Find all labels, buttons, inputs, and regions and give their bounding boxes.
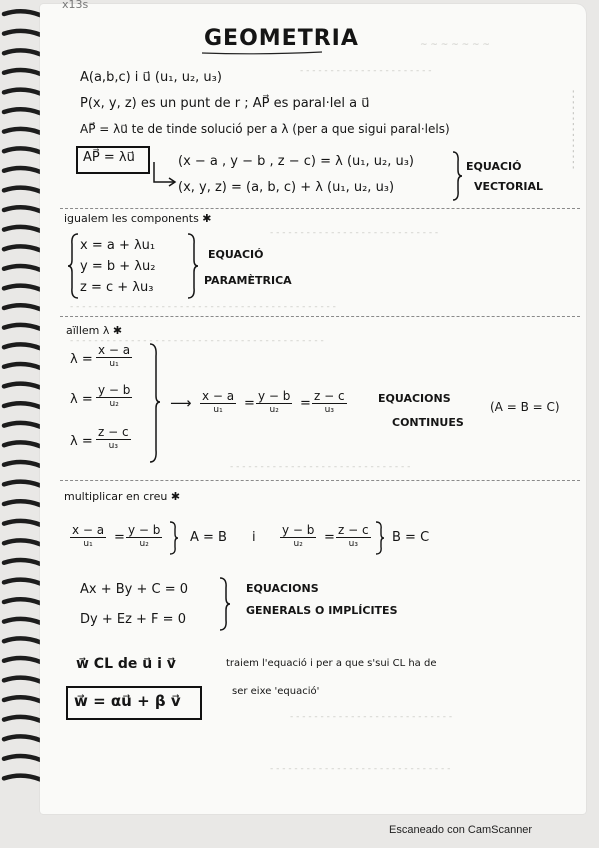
fraction-denominator: u₁ [109, 359, 119, 369]
parametric-left-brace [66, 232, 80, 300]
parametric-heading: igualem les components ✱ [64, 212, 212, 225]
bleed-through-text: - - - - - - - - - - - - - - - - - - - - - - - - - - - [290, 712, 453, 722]
continuous-note: (A = B = C) [490, 400, 560, 414]
fraction-numerator: z − c [98, 425, 129, 439]
equals-sign: = [300, 396, 311, 411]
continuous-fraction-x [200, 390, 236, 417]
combination-line: w⃗ CL de u⃗ i v⃗ [76, 656, 176, 672]
cross-brace-1 [168, 520, 180, 556]
fraction-denominator: u₂ [109, 399, 119, 409]
title-underline [200, 50, 325, 56]
definition-line-3: AP⃗ = λu⃗ te de tinde solució per a λ (per a que sigui paral·lels) [80, 122, 450, 136]
continuous-label-2: CONTINUES [392, 416, 464, 429]
vector-eq-boxed: AP⃗ = λu⃗ [83, 150, 135, 165]
equals-sign: = [244, 396, 255, 411]
bleed-through-text: - - - - - - - - - - - - - - - - - - - - - - - - - - - - - - [270, 764, 451, 774]
arrow-icon: ⟶ [170, 394, 192, 412]
fraction-numerator: x − a [72, 523, 105, 537]
fraction-denominator: u₁ [83, 539, 93, 549]
cross-fraction-x [70, 524, 106, 551]
general-brace [218, 576, 232, 632]
equals-sign: = [114, 530, 125, 545]
cross-result-bc: B = C [392, 530, 430, 545]
fraction-denominator: u₂ [269, 405, 279, 415]
cross-conjunction: i [252, 530, 256, 545]
bleed-through-text: - - - - - - - - - - - - - - - - - - - - - - [300, 66, 432, 76]
top-scribble: x13s [62, 0, 89, 11]
parametric-eq-y: y = b + λu₂ [80, 259, 156, 274]
section-divider [60, 316, 580, 317]
bleed-through-text: - - - - - - - - - - - - - - - - - - - - - - - - - - - - - - [230, 462, 411, 472]
fraction-numerator: y − b [128, 523, 161, 537]
lambda-fraction-z [96, 426, 131, 453]
fraction-denominator: u₃ [108, 441, 118, 451]
equals-sign: = [324, 530, 335, 545]
cross-brace-2 [374, 520, 386, 556]
bleed-through-text: - - - - - - - - - - - - - - - - - - - - - - - - - - - - - - - - - - - - - - - - - - [70, 336, 324, 346]
derivation-arrow [150, 160, 180, 190]
lambda-label-3: λ = [70, 434, 93, 449]
section-divider [60, 480, 580, 481]
bleed-through-text: ~ ~ ~ ~ ~ ~ ~ [420, 40, 490, 50]
bleed-through-text: - - - - - - - - - - - - - - - - - - - - - - - - - - - - - - - - - - - - - - - - - - - - [70, 302, 336, 312]
fraction-numerator: y − b [282, 523, 315, 537]
continuous-fraction-y [256, 390, 292, 417]
parametric-right-brace [186, 232, 200, 300]
continuous-label-1: EQUACIONS [378, 392, 451, 405]
vector-eq-brace [450, 150, 464, 202]
lambda-fraction-x [96, 344, 132, 371]
definition-line-2: P(x, y, z) es un punt de r ; AP⃗ es paral·lel a u⃗ [80, 96, 370, 111]
combination-boxed: w⃗ = αu⃗ + β v⃗ [74, 692, 181, 710]
fraction-denominator: u₃ [348, 539, 358, 549]
general-label-1: EQUACIONS [246, 582, 319, 595]
fraction-numerator: y − b [258, 389, 291, 403]
fraction-denominator: u₂ [139, 539, 149, 549]
cross-fraction-z [336, 524, 371, 551]
fraction-denominator: u₂ [293, 539, 303, 549]
page-title: GEOMETRIA [204, 26, 359, 51]
vector-eq-row-2: (x, y, z) = (a, b, c) + λ (u₁, u₂, u₃) [178, 180, 395, 195]
fraction-denominator: u₃ [324, 405, 334, 415]
combination-note-2: ser eixe 'equació' [232, 686, 320, 697]
lambda-label-2: λ = [70, 392, 93, 407]
parametric-label-1: EQUACIÓ [208, 248, 264, 261]
parametric-eq-z: z = c + λu₃ [80, 280, 154, 295]
cross-fraction-y2 [280, 524, 316, 551]
scanner-watermark: Escaneado con CamScanner [389, 824, 533, 836]
continuous-fraction-z [312, 390, 347, 417]
margin-note: - - - - - - - - - - - - - - - [569, 90, 578, 169]
fraction-numerator: z − c [338, 523, 369, 537]
lambda-fraction-y [96, 384, 132, 411]
vector-eq-row-1: (x − a , y − b , z − c) = λ (u₁, u₂, u₃) [178, 154, 414, 169]
definition-line-1: A(a,b,c) i u⃗ (u₁, u₂, u₃) [80, 70, 222, 85]
fraction-denominator: u₁ [213, 405, 223, 415]
cross-heading: multiplicar en creu ✱ [64, 490, 181, 503]
section-divider [60, 208, 580, 209]
combination-note-1: traiem l'equació i per a que s'sui CL ha de [226, 658, 437, 669]
fraction-numerator: y − b [98, 383, 131, 397]
fraction-numerator: x − a [98, 343, 131, 357]
fraction-numerator: z − c [314, 389, 345, 403]
general-eq-1: Ax + By + C = 0 [80, 582, 189, 597]
continuous-brace [148, 342, 162, 464]
bleed-through-text: - - - - - - - - - - - - - - - - - - - - - - - - - - - - [270, 228, 439, 238]
general-label-2: GENERALS O IMPLÍCITES [246, 604, 398, 617]
continuous-heading: aïllem λ ✱ [66, 324, 123, 337]
cross-fraction-y [126, 524, 162, 551]
parametric-eq-x: x = a + λu₁ [80, 238, 156, 253]
vector-eq-label-1: EQUACIÓ [466, 160, 522, 173]
general-eq-2: Dy + Ez + F = 0 [80, 612, 186, 627]
cross-result-ab: A = B [190, 530, 227, 545]
vector-eq-label-2: VECTORIAL [474, 180, 544, 193]
parametric-label-2: PARAMÈTRICA [204, 274, 292, 287]
lambda-label-1: λ = [70, 352, 93, 367]
fraction-numerator: x − a [202, 389, 235, 403]
